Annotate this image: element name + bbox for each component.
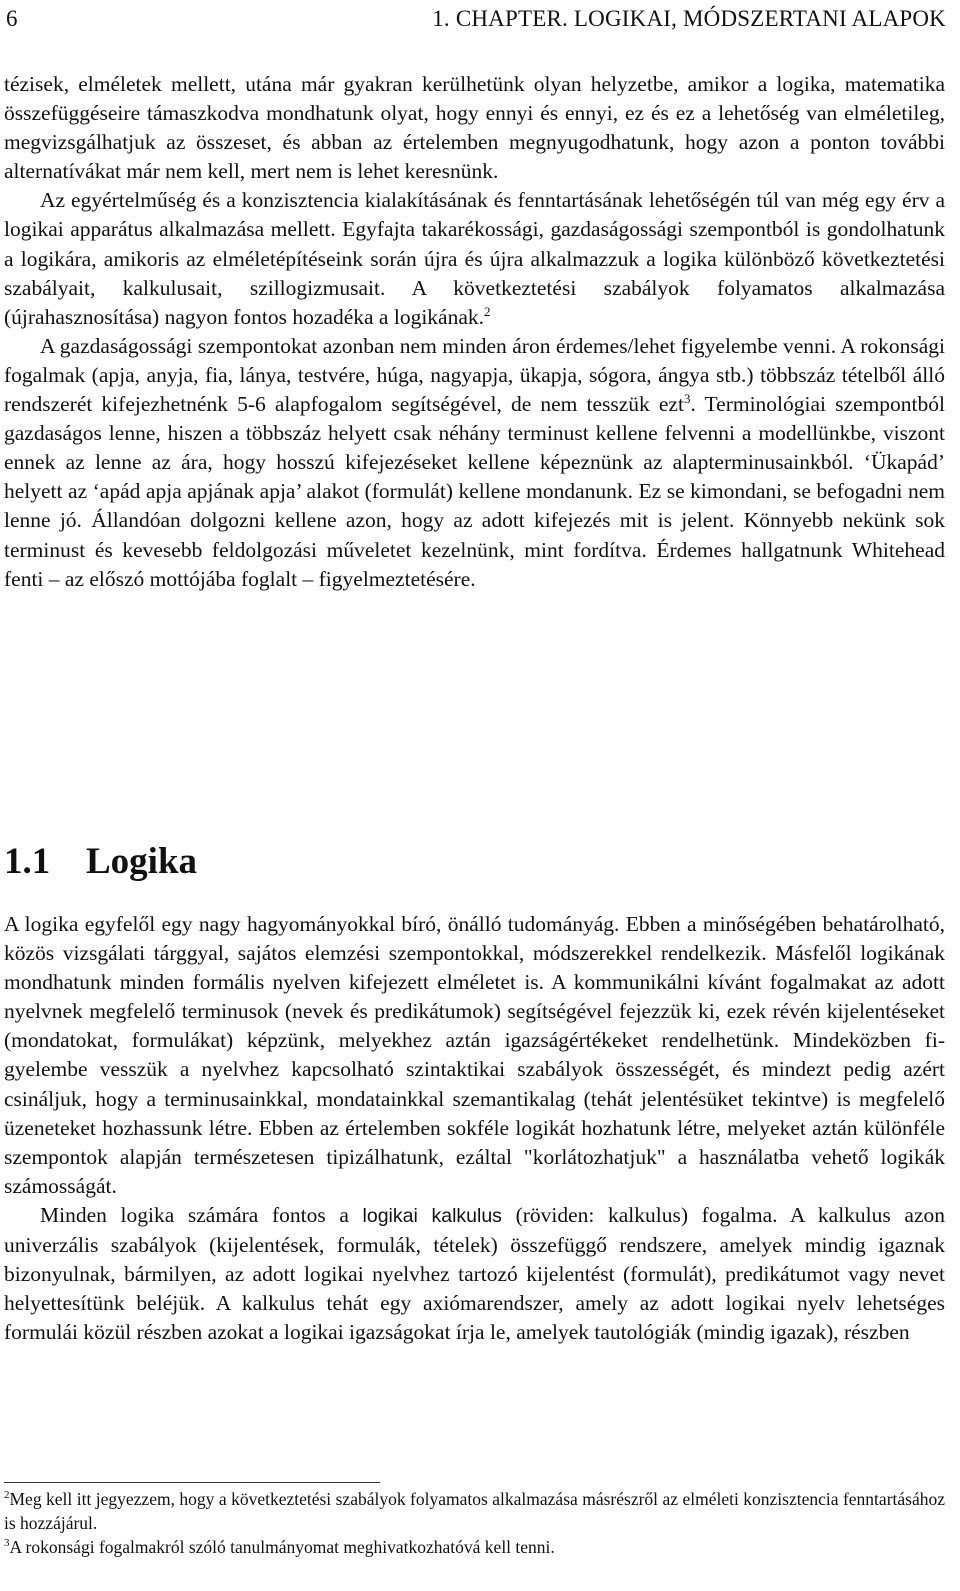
paragraph (4, 332, 945, 594)
paragraph-text: A gazdaságossági szempontokat azonban nem minden áron érdemes/lehet figyelembe venni. A rokonsági fogalmak (apja, anyja, fia, lánya, testvére, húga, nagyapja, ükapja, sógora, ángya stb.) többszáz tételből álló rendszerét kifejezhetnénk 5-6 alapfogalom segítségével, de nem tesszük ezt (4, 333, 945, 417)
section-text-block (4, 910, 945, 1347)
footnote-mark: 2 (4, 1489, 10, 1502)
paragraph-text: . Terminológiai szempontból gazdaságos lenne, hiszen a többszáz helyett csak néhány terminust kellene felvenni a modellünkbe, viszont ennek az lenne az ára, hogy hosszú kifejezéseket kellene képeznünk az alapterminusainkból. ‘Ükapád’ helyett az ‘apád apja apjának apja’ alakot (formulát) kellene mondanunk. Ez se kimondani, se befogadni nem lenne jó. Állandóan dolgozni kellene azon, hogy az adott kifejezés mit is jelent. Könnyebb nekünk sok terminust és kevesebb feldolgozási műveletet kezelnünk, mint fordítva. Érdemes hallgatnunk Whitehead fenti – az előszó mottójába foglalt – figyelmeztetésére. (4, 392, 945, 591)
paragraph-text: (röviden: kalkulus) fogalma. A kalkulus azon univerzális szabályok (kijelentések, formulák, tételek) összefüggő rendszere, amelyek mindig igaznak bizonyulnak, bármilyen, az adott logikai nyelvhez tartozó kijelentést (formulát), predikátumot vagy nevet helyettesítünk beléjük. A kalkulus tehát egy axiómarendszer, amely az adott logikai nyelv lehetséges formulái közül részben azokat a logikai igazságokat írja le, amelyek tautológiák (mindig igazak), részben (4, 1202, 945, 1345)
paragraph-text: Minden logika számára fontos a (40, 1202, 363, 1227)
page-header (4, 4, 946, 34)
footnote-ref[interactable]: 2 (484, 303, 491, 319)
paragraph-text: Az egyértelműség és a konzisztencia kialakításának és fenntartásának lehetőségén túl van még egy érv a logikai apparátus alkalmazása mellett. Egyfajta takarékossági, gazdaságossági szempontból is gondolhatunk a logikára, amikoris az elméletépítéseink során újra és újra alkalmazzuk a logika különböző következtetési szabályait, kalkulusait, szillogizmusait. A következtetési szabályok folyamatos alkalmazása (újrahasznosítása) nagyon fontos hozadéka a logikának. (4, 188, 945, 329)
paragraph (4, 186, 945, 331)
footnote-mark: 3 (4, 1537, 10, 1550)
section-title: Logika (86, 841, 198, 882)
section-heading (4, 837, 197, 887)
footnote (4, 1487, 945, 1535)
paragraph: A logika egyfelől egy nagy hagyományokkal bíró, önálló tudományág. Ebben a minőségében behatárolható, közös vizsgálati tárggyal, sajátos elemzési szempontokkal, módszerekkel rendelkezik. Másfelől logikának mondhatunk minden formális nyelven kifejezett elméletet is. A kommunikálni kívánt fogalmakat az adott nyelvnek megfelelő terminusok (nevek és predikátumok) segítségével fejezzük ki, ezek révén kijelentéseket (mondatokat, formulákat) képzünk, melyekhez aztán igazságértékeket rendelhetünk. Mindeközben figyelembe vesszük a nyelvhez kapcsolható szintaktikai szabályok összességét, és mindezt pedig azért csináljuk, hogy a terminusainkkal, mondatainkkal szemantikalag (tehát jelentésüket tekintve) is megfelelő üzeneteket hozhassunk létre. Ebben az értelemben sokféle logikát hozhatunk létre, melyeket aztán különféle szempontok alapján természetesen tipizálhatunk, ezáltal "korlátozhatjuk" a használatba vehető logikák számosságát. (4, 912, 945, 1198)
page-number: 6 (6, 6, 18, 31)
footnote-text: A rokonsági fogalmakról szóló tanulmányomat meghivatkozhatóvá kell tenni. (9, 1537, 555, 1557)
footnote-text: Meg kell itt jegyezzem, hogy a következtetési szabályok folyamatos alkalmazása másrészről az elméleti konzisztencia fenntartásához is hozzájárul. (4, 1489, 945, 1533)
footnote (4, 1535, 945, 1559)
footnote-divider (4, 1482, 380, 1483)
running-title: 1. CHAPTER. LOGIKAI, MÓDSZERTANI ALAPOK (432, 6, 946, 31)
footnotes (4, 1487, 945, 1559)
footnote-ref[interactable]: 3 (683, 390, 691, 406)
top-text-block (4, 70, 945, 594)
paragraph: tézisek, elméletek mellett, utána már gyakran kerülhetünk olyan helyzetbe, amikor a logika, matematika összefüggéseire támaszkodva mondhatunk olyat, hogy ennyi és ennyi, ez és ez a lehetőség van elméletileg, megvizsgálhatjuk az összeset, és abban az értelemben megnyugodhatunk, hogy azon a ponton további alternatívákat már nem kell, mert nem is lehet keresnünk. (4, 72, 945, 184)
section-number: 1.1 (4, 841, 51, 882)
paragraph (4, 1201, 945, 1347)
defined-term: logikai kalkulus (362, 1204, 502, 1227)
